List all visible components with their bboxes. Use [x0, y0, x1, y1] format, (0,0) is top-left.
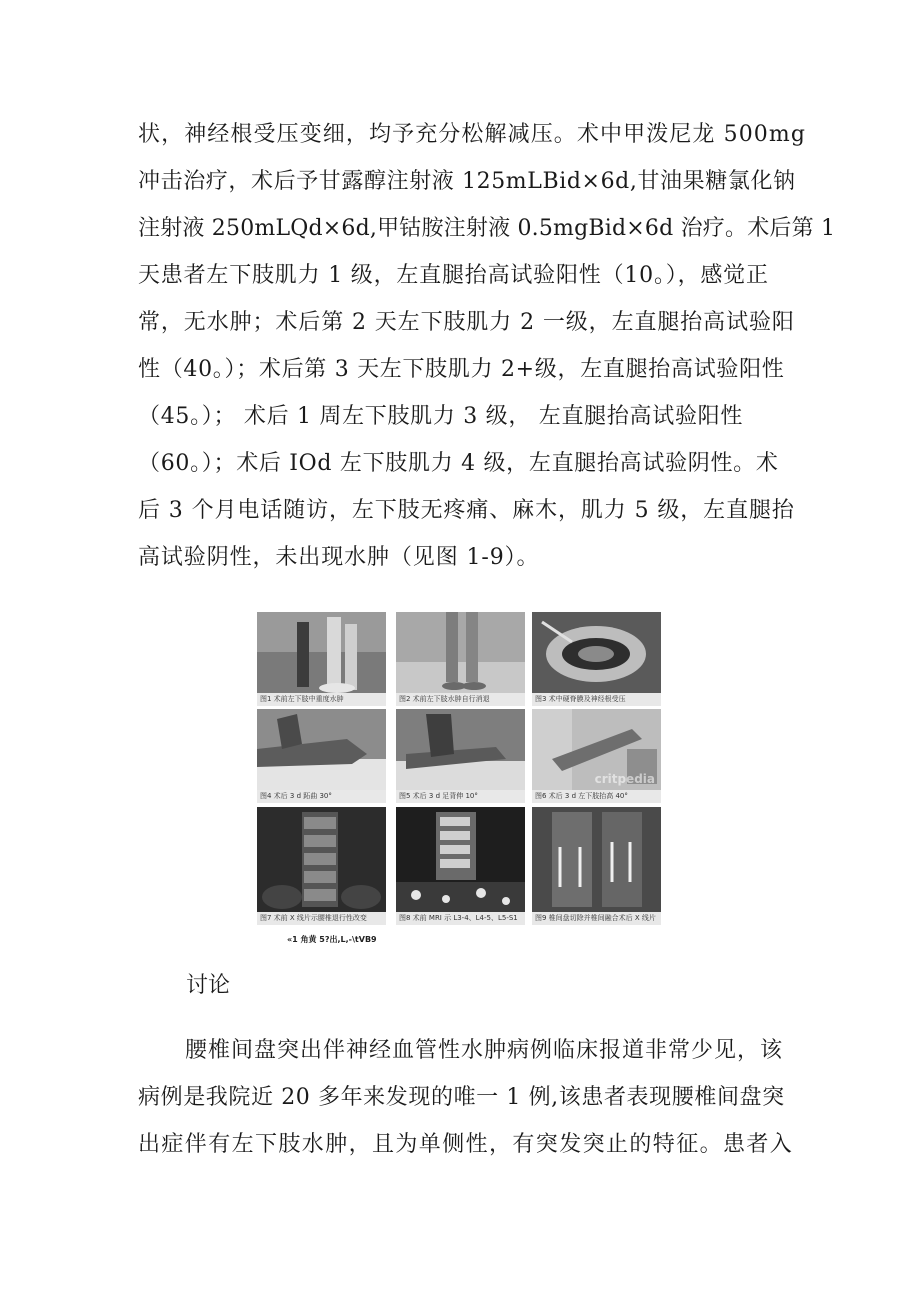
- text-line: （45。）； 术后 1 周左下肢肌力 3 级， 左直腿抬高试验阳性: [138, 404, 744, 429]
- figure-cell-3: [532, 612, 661, 706]
- figure-caption: 图3 术中硬脊膜及神经根受压: [532, 693, 661, 706]
- text-line: 冲击治疗，术后予甘露醇注射液 125mLBid×6d,甘油果糖氯化钠: [138, 169, 796, 194]
- paragraph-postop-course: [138, 111, 836, 581]
- text-line: 注射液 250mLQd×6d,甲钴胺注射液 0.5mgBid×6d 治疗。术后第 1: [138, 216, 836, 241]
- figure-caption: 图7 术前 X 线片示腰椎退行性改变: [257, 912, 386, 925]
- figure-cell-2: [396, 612, 525, 706]
- photo-plantarflexion: [257, 709, 386, 790]
- figure-caption: 图4 术后 3 d 跖曲 30°: [257, 790, 386, 803]
- figure-panel-1-9: [257, 612, 664, 946]
- watermark-text: critpedia: [594, 772, 655, 786]
- figure-cell-7: [257, 807, 386, 925]
- figure-cell-4: [257, 709, 386, 803]
- text-line: 病例是我院近 20 多年来发现的唯一 1 例,该患者表现腰椎间盘突: [138, 1085, 785, 1110]
- photo-dorsiflexion: [396, 709, 525, 790]
- text-line: 高试验阴性，未出现水肿（见图 1-9）。: [138, 545, 540, 570]
- figure-caption: 图9 椎间盘切除并椎间融合术后 X 线片: [532, 912, 661, 925]
- figure-caption: 图2 术前左下肢水肿自行消退: [396, 693, 525, 706]
- figure-caption: 图8 术前 MRI 示 L3-4、L4-5、L5-S1: [396, 912, 525, 925]
- photo-leg-raise: [532, 709, 661, 790]
- photo-leg-edema: [257, 612, 386, 693]
- photo-xray-preop: [257, 807, 386, 912]
- photo-intraop: [532, 612, 661, 693]
- figure-caption: 图6 术后 3 d 左下肢抬高 40°: [532, 790, 661, 803]
- photo-leg-edema-resolved: [396, 612, 525, 693]
- photo-xray-postop: [532, 807, 661, 912]
- figure-cell-1: [257, 612, 386, 706]
- text-line: 后 3 个月电话随访，左下肢无疼痛、麻木，肌力 5 级，左直腿抬: [138, 498, 795, 523]
- text-line: 常，无水肿；术后第 2 天左下肢肌力 2 一级，左直腿抬高试验阳: [138, 310, 795, 335]
- photo-mri: [396, 807, 525, 912]
- section-heading-discussion: 讨论: [186, 973, 231, 998]
- text-line: 天患者左下肢肌力 1 级，左直腿抬高试验阳性（10。），感觉正: [138, 263, 769, 288]
- figure-cell-9: [532, 807, 661, 925]
- text-line: 出症伴有左下肢水肿，且为单侧性，有突发突止的特征。患者入: [138, 1132, 794, 1157]
- figure-cell-8: [396, 807, 525, 925]
- paragraph-discussion: [138, 1027, 794, 1168]
- figure-label: «1 角黄 5?出,L,-\tVB9: [287, 935, 377, 944]
- text-line: （60。）；术后 IOd 左下肢肌力 4 级，左直腿抬高试验阴性。术: [138, 451, 779, 476]
- text-line: 状，神经根受压变细，均予充分松解减压。术中甲泼尼龙 500mg: [138, 122, 807, 147]
- figure-caption: 图1 术前左下肢中重度水肿: [257, 693, 386, 706]
- text-line: 性（40。）；术后第 3 天左下肢肌力 2+级，左直腿抬高试验阳性: [138, 357, 785, 382]
- figure-caption: 图5 术后 3 d 足背伸 10°: [396, 790, 525, 803]
- text-line: 腰椎间盘突出伴神经血管性水肿病例临床报道非常少见，该: [185, 1038, 784, 1063]
- figure-cell-5: [396, 709, 525, 803]
- figure-cell-6: [532, 709, 661, 803]
